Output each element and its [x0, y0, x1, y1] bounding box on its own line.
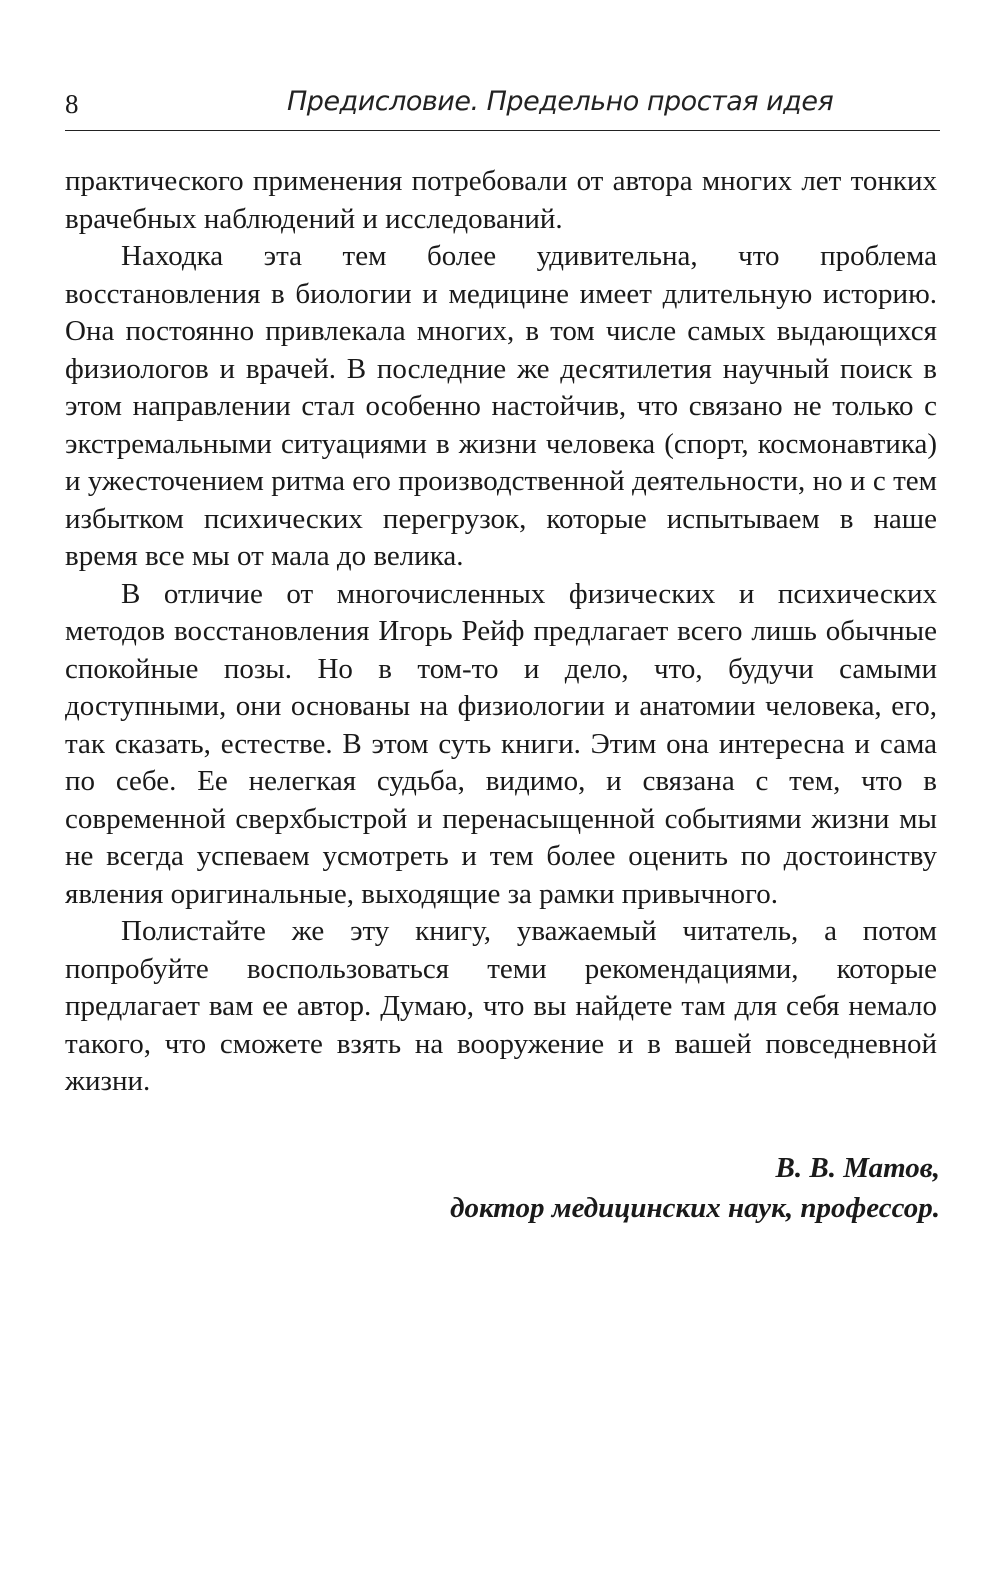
- running-title: Предисловие. Предельно простая идея: [287, 86, 834, 117]
- signature-name: В. В. Матов,: [775, 1152, 940, 1184]
- paragraph: В отличие от многочисленных физических и психических методов восстановления Игорь Рейф предлагает всего лишь обычные спокойные позы. Но в том-то и дело, что, будучи самыми доступными, они основаны на физиологии и анатомии человека, его, так сказать, естестве. В этом суть книги. Этим она интересна и сама по себе. Ее нелегкая судьба, видимо, и связана с тем, что в современной сверхбыстрой и перенасыщенной событиями жизни мы не всегда успеваем усмотреть и тем более оценить по достоинству явления оригинальные, выходящие за рамки привычного.: [65, 577, 937, 910]
- page-number: 8: [65, 89, 79, 119]
- page-header: [65, 80, 940, 132]
- signature-title: доктор медицинских наук, профессор.: [450, 1192, 940, 1224]
- body-text: [65, 163, 937, 1101]
- header-divider: [65, 130, 940, 131]
- paragraph-continuation: практического применения потребовали от автора многих лет тонких врачебных наблюдений и исследований.: [65, 165, 937, 235]
- author-signature: [450, 1148, 940, 1228]
- paragraph: Находка эта тем более удивительна, что проблема восстановления в биологии и медицине имеет длительную историю. Она постоянно привлекала многих, в том числе самых выдающихся физиологов и врачей. В последние же десятилетия научный поиск в этом направлении стал особенно настойчив, что связано не только с экстремальными ситуациями в жизни человека (спорт, космонавтика) и ужесточением ритма его производственной деятельности, но и с тем избытком психических перегрузок, которые испытываем в наше время все мы от мала до велика.: [65, 240, 937, 572]
- paragraph: Полистайте же эту книгу, уважаемый читатель, а потом попробуйте воспользоваться теми рекомендациями, которые предлагает вам ее автор. Думаю, что вы найдете там для себя немало такого, что сможете взять на вооружение и в вашей повседневной жизни.: [65, 915, 937, 1097]
